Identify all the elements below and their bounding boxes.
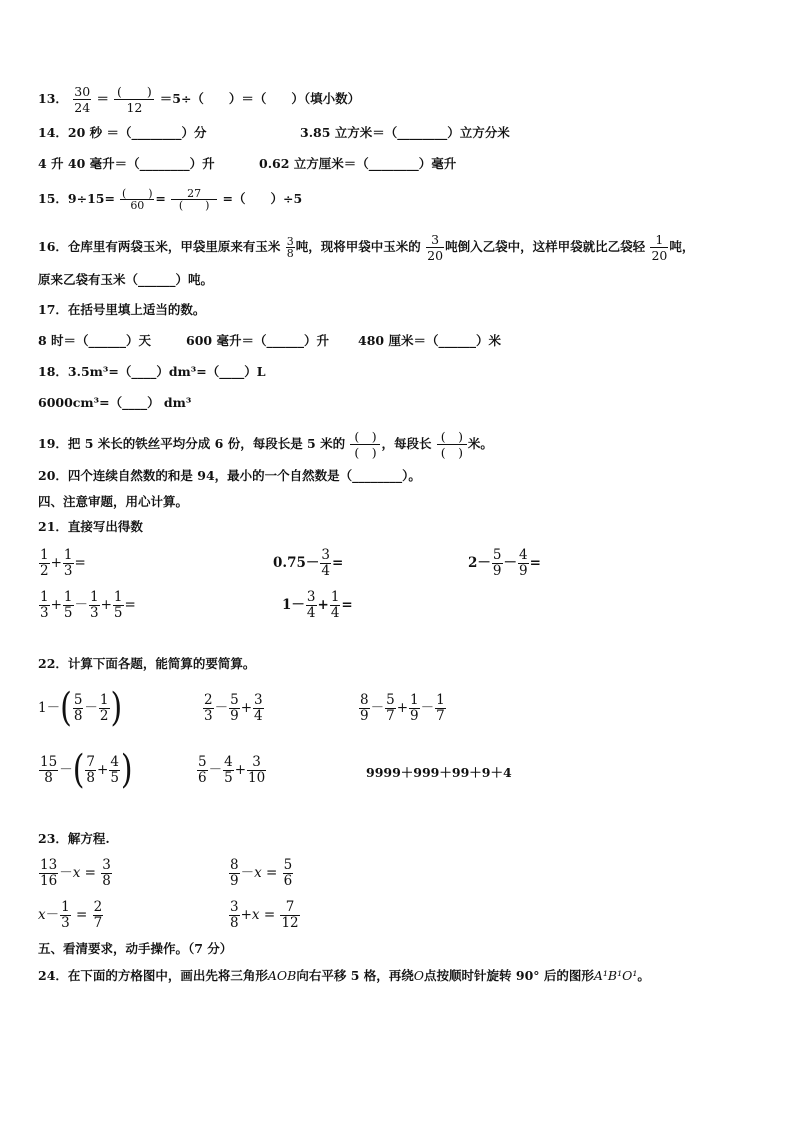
- question-14a: 14．20 秒 ＝（________）分: [38, 125, 207, 140]
- question-14c: 4 升 40 毫升＝（________）升: [38, 156, 215, 171]
- q21-expr-2: 0.75－ $\frac{3}{4}$ =: [273, 547, 344, 579]
- q23-equation-1: $\frac{13}{16}$ －x = $\frac{3}{8}$: [40, 857, 111, 889]
- q23-equation-2: $\frac{8}{9}$ －x = $\frac{5}{6}$: [230, 857, 293, 889]
- question-17a: 8 时＝（______）天: [38, 333, 152, 348]
- q21-expr-3: 2－ $\frac{5}{9}$ － $\frac{4}{9}$ =: [468, 547, 541, 579]
- q13-rest: ＝5÷（ ）＝（ ）（填小数）: [159, 91, 361, 106]
- section-5-title: 五、看清要求，动手操作。（7 分）: [38, 941, 233, 956]
- question-23-title: 23．解方程.: [38, 831, 110, 846]
- question-19: 19．把 5 米长的铁丝平均分成 6 份，每段长是 5 米的 $\frac{( )}{( )}$ ，每段长 $\frac{( )}{( )}$ 米。: [38, 429, 493, 460]
- question-22-title: 22．计算下面各题，能简算的要简算。: [38, 656, 256, 671]
- question-15: 15．9÷15= $\frac{( )}{60}$ = $\frac{27}{( )}$ =（ ）÷5: [38, 187, 303, 212]
- q23-equation-4: $\frac{3}{8}$ +x = $\frac{7}{12}$: [230, 899, 299, 931]
- q13-fraction-2: $\frac{( )}{12}$: [114, 84, 154, 115]
- q21-expr-4: $\frac{1}{3}$ + $\frac{1}{5}$ － $\frac{1}{3}$ + $\frac{1}{5}$ =: [40, 589, 136, 621]
- q22-expr-5: $\frac{5}{6}$ － $\frac{4}{5}$ + $\frac{3}{10}$: [198, 754, 266, 786]
- question-18b: 6000cm³=（____） dm³: [38, 395, 192, 410]
- question-17b: 600 毫升＝（______）升: [186, 333, 329, 348]
- question-14b: 3.85 立方米＝（________）立方分米: [300, 125, 510, 140]
- q13-number: 13．: [38, 91, 68, 106]
- q13-fraction-1: $\frac{30}{24}$: [74, 84, 91, 115]
- question-16: 16．仓库里有两袋玉米，甲袋里原来有玉米 $\frac{3}{8}$ 吨，现将甲袋中玉米的 $\frac{3}{20}$ 吨倒入乙袋中，这样甲袋就比乙袋轻 $\frac{1}{20}$ 吨，: [38, 232, 695, 263]
- q21-expr-5: 1－ $\frac{3}{4}$ + $\frac{1}{4}$ =: [282, 589, 353, 621]
- q19-fraction-2: $\frac{( )}{( )}$: [437, 429, 467, 460]
- q23-equation-3: x－ $\frac{1}{3}$ = $\frac{2}{7}$: [38, 899, 103, 931]
- section-4-title: 四、注意审题，用心计算。: [38, 494, 189, 509]
- q16-fraction-1: $\frac{3}{8}$: [286, 235, 294, 260]
- question-21-title: 21．直接写出得数: [38, 519, 143, 534]
- q22-expr-4: $\frac{15}{8}$ －( $\frac{7}{8}$ + $\frac{4}{5}$ ): [40, 747, 133, 793]
- q22-expr-6: 9999＋999＋99＋9＋4: [366, 765, 512, 780]
- question-17-title: 17．在括号里填上适当的数。: [38, 302, 206, 317]
- q16-fraction-3: $\frac{1}{20}$: [651, 232, 668, 263]
- question-17c: 480 厘米＝（______）米: [358, 333, 501, 348]
- question-13: 13． $\frac{30}{24}$ ＝ $\frac{( )}{12}$ ＝5÷（ ）＝（ ）（填小数）: [38, 84, 361, 115]
- q19-fraction-1: $\frac{( )}{( )}$: [350, 429, 380, 460]
- q22-expr-3: $\frac{8}{9}$ － $\frac{5}{7}$ + $\frac{1}{9}$ － $\frac{1}{7}$: [360, 692, 445, 724]
- question-14d: 0.62 立方厘米＝（________）毫升: [259, 156, 457, 171]
- question-20: 20．四个连续自然数的和是 94，最小的一个自然数是（________）。: [38, 468, 421, 483]
- question-18a: 18．3.5m³=（____）dm³=（____）L: [38, 364, 266, 379]
- question-24: 24．在下面的方格图中，画出先将三角形AOB向右平移 5 格，再绕O点按顺时针旋转 90° 后的图形A¹B¹O¹。: [38, 968, 650, 983]
- q22-expr-1: 1－( $\frac{5}{8}$ － $\frac{1}{2}$ ): [38, 685, 123, 731]
- q21-expr-1: $\frac{1}{2}$ + $\frac{1}{3}$ =: [40, 547, 86, 579]
- question-16-line2: 原来乙袋有玉米（______）吨。: [38, 272, 214, 287]
- q22-expr-2: $\frac{2}{3}$ － $\frac{5}{9}$ + $\frac{3}{4}$: [204, 692, 263, 724]
- q16-fraction-2: $\frac{3}{20}$: [427, 232, 444, 263]
- q15-fraction-1: $\frac{( )}{60}$: [122, 187, 153, 212]
- q15-fraction-2: $\frac{27}{( )}$: [171, 188, 217, 211]
